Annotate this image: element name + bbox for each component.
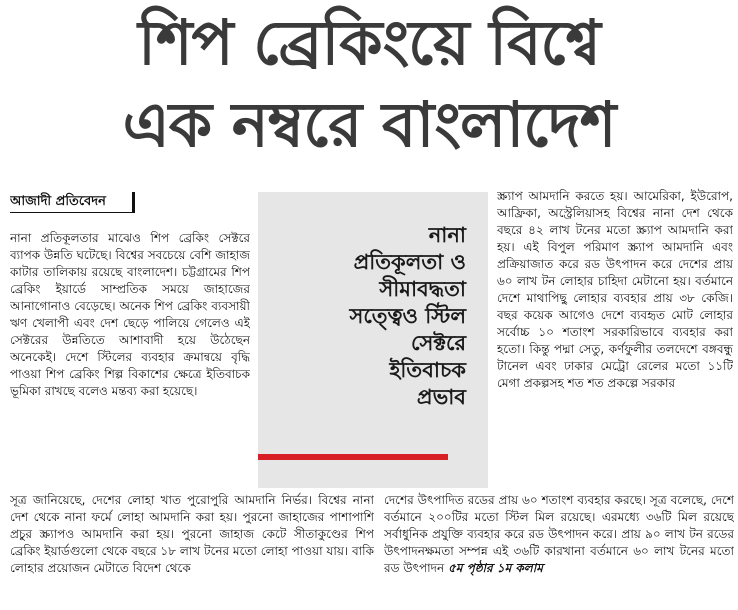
article-column-left (10, 230, 250, 492)
highlight-line: প্রতিকূলতা ও (353, 250, 466, 274)
article-column-right (497, 188, 733, 488)
highlight-line: প্রভাব (416, 385, 466, 409)
headline-line-1: শিপ ব্রেকিংয়ে বিশ্বে (138, 6, 600, 79)
article-paragraph (384, 492, 734, 577)
article-text: দেশের উৎপাদিত রডের প্রায় ৬০ শতাংশ ব্যবহার করছে। সূত্র বলেছে, দেশে বর্তমানে ২০০টির মতো স্টিল মিল রয়েছে। এরমধ্যে ৩৬টি মিল রয়েছে সর্বাধুনিক প্রযুক্তি ব্যবহার করে রড উৎপাদন করে। প্রায় ৯০ লাখ টন রডের উৎপাদনক্ষমতা সম্পন্ন এই ৩৬টি কারখানা বর্তমানে ৬০ লাখ টনের মতো রড উৎপাদন (384, 493, 734, 575)
highlight-line: সীমাবদ্ধতা (379, 277, 466, 301)
highlight-box (258, 192, 488, 488)
highlight-line: নানা (428, 223, 466, 247)
highlight-line: সেক্টরে (410, 331, 466, 355)
article-bottom-left (10, 492, 374, 610)
article-paragraph: স্ক্র্যাপ আমদানি করতে হয়। আমেরিকা, ইউরোপ, আফ্রিকা, অস্ট্রেলিয়াসহ বিশ্বের নানা দেশ থেকে বছরে ৪২ লাখ টনের মতো স্ক্র্যাপ আমদানি করা হয়। এই বিপুল পরিমাণ স্ক্র্যাপ আমদানি এবং প্রক্রিয়াজাত করে রড উৎপাদন করে দেশের প্রায় ৬০ লাখ টন লোহার চাহিদা মেটানো হয়। বর্তমানে দেশে মাথাপিছু লোহার ব্যবহার প্রায় ৩৮ কেজি। বছর কয়েক আগেও দেশে ব্যবহৃত মোট লোহার সর্বোচ্চ ১০ শতাংশ সরকারিভাবে ব্যবহার করা হতো। কিন্তু পদ্মা সেতু, কর্ণফুলীর তলদেশে বঙ্গবন্ধু টানেল এবং ঢাকার মেট্রো রেলের মতো ১১টি মেগা প্রকল্পসহ শত শত প্রকল্পে সরকার (497, 189, 733, 390)
byline: আজাদী প্রতিবেদন (10, 192, 135, 213)
article-paragraph: সূত্র জানিয়েছে, দেশের লোহা খাত পুরোপুরি আমদানি নির্ভর। বিশ্বের নানা দেশ থেকে নানা ফর্মে লোহা আমদানি করা হয়। পুরনো জাহাজের পাশাপাশি প্রচুর স্ক্র্যাপও আমদানি করা হয়। পুরনো জাহাজ কেটে সীতাকুণ্ডের শিপ ব্রেকিং ইয়ার্ডগুলো থেকে বছরে ১৮ লাখ টনের মতো লোহা পাওয়া যায়। বাকি লোহার প্রয়োজন মেটাতে বিদেশ থেকে (10, 493, 374, 575)
highlight-line: ইতিবাচক (389, 358, 466, 382)
continuation-link[interactable]: ৫ম পৃষ্ঠার ১ম কলাম (447, 561, 543, 575)
highlight-line: সত্ত্বেও স্টিল (349, 304, 466, 328)
article-paragraph: নানা প্রতিকূলতার মাঝেও শিপ ব্রেকিং সেক্টরে ব্যাপক উন্নতি ঘটেছে। বিশ্বের সবচেয়ে বেশি জাহাজ কাটার তালিকায় রয়েছে বাংলাদেশ। চট্টগ্রামের শিপ ব্রেকিং ইয়ার্ডে সাম্প্রতিক সময়ে জাহাজের আনাগোনাও বেড়েছে। অনেক শিপ ব্রেকিং ব্যবসায়ী ঋণ খেলাপী এবং দেশ ছেড়ে পালিয়ে গেলেও এই সেক্টরের উন্নতিতে আশাবাদী হয়ে উঠেছেন অনেকেই। দেশে স্টিলের ব্যবহার ক্রমান্বয়ে বৃদ্ধি পাওয়া শিপ ব্রেকিং শিল্প বিকাশের ক্ষেত্রে ইতিবাচক ভূমিকা রাখছে বলেও মন্তব্য করা হয়েছে। (10, 231, 250, 398)
highlight-red-bar (258, 454, 448, 460)
article-bottom-right (384, 492, 734, 610)
headline-line-2: এক নম্বরে বাংলাদেশ (122, 88, 616, 161)
highlight-quote (266, 222, 466, 411)
